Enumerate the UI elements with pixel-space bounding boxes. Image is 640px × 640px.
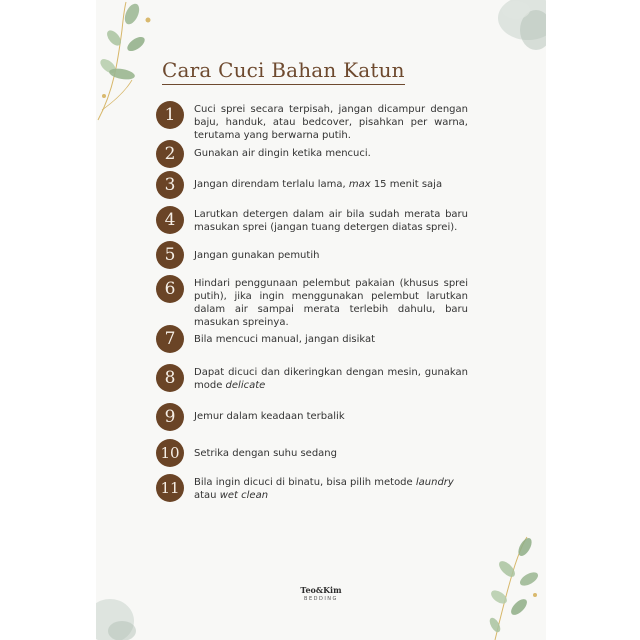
step-text: Jangan gunakan pemutih: [194, 250, 320, 261]
step-text: Dapat dicuci dan dikeringkan dengan mesin, gunakan mode delicate: [194, 367, 468, 391]
step-text: Bila mencuci manual, jangan disikat: [194, 334, 376, 345]
page-title: Cara Cuci Bahan Katun: [162, 58, 405, 85]
leaf-branch-icon: [96, 0, 166, 125]
step-number-badge: 6: [156, 275, 184, 303]
step-number-badge: 11: [156, 474, 184, 502]
step-text: Jemur dalam keadaan terbalik: [194, 411, 345, 422]
step-text: Setrika dengan suhu sedang: [194, 448, 337, 459]
step-text: Jangan direndam terlalu lama, max 15 menit saja: [194, 179, 443, 190]
step-text: Cuci sprei secara terpisah, jangan dicampur dengan baju, handuk, atau bedcover, pisahkan per warna, terutama yang berwarna putih.: [194, 104, 468, 141]
step-number-badge: 9: [156, 403, 184, 431]
step-number-badge: 4: [156, 206, 184, 234]
step-number-badge: 3: [156, 171, 184, 199]
care-sheet: [96, 0, 546, 640]
step-number-badge: 8: [156, 364, 184, 392]
step-text: Bila ingin dicuci di binatu, bisa pilih metode laundry atau wet clean: [194, 477, 454, 501]
step-text: Gunakan air dingin ketika mencuci.: [194, 148, 371, 159]
step-text: Larutkan detergen dalam air bila sudah merata baru masukan sprei (jangan tuang detergen diatas sprei).: [194, 209, 468, 233]
brand-name: Teo&Kim: [300, 585, 342, 595]
step-number-badge: 10: [156, 439, 184, 467]
step-number-badge: 1: [156, 101, 184, 129]
step-text: Hindari penggunaan pelembut pakaian (khusus sprei putih), jika ingin menggunakan pelembut larutkan dalam air sampai merata terlebih dahulu, baru masukan spreinya.: [194, 278, 468, 328]
brand-logo: [96, 585, 546, 602]
brand-subtitle: BEDDING: [304, 596, 338, 602]
step-number-badge: 2: [156, 140, 184, 168]
step-number-badge: 7: [156, 325, 184, 353]
watercolor-splash-icon: [476, 0, 546, 60]
step-number-badge: 5: [156, 241, 184, 269]
